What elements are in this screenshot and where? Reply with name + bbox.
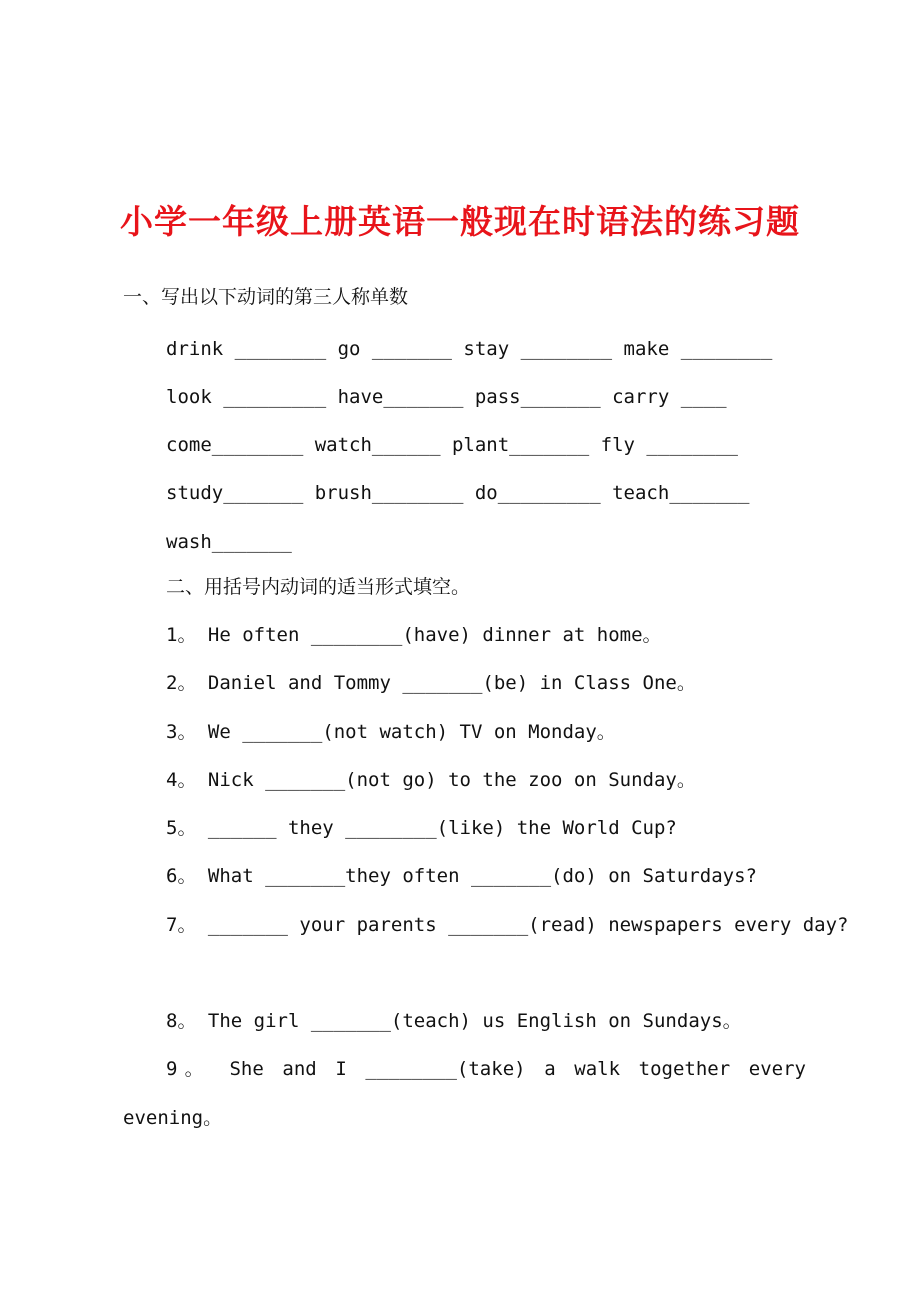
section1-heading: 一、写出以下动词的第三人称单数 <box>123 286 409 308</box>
verb-row: study_______ brush________ do_________ teach_______ <box>166 482 750 504</box>
verb-row: wash_______ <box>166 531 292 553</box>
exercise-item: 8。 The girl _______(teach) us English on Sundays。 <box>166 1010 742 1032</box>
verb-row: come________ watch______ plant_______ fly ________ <box>166 434 738 456</box>
exercise-item-continuation: evening。 <box>123 1107 223 1129</box>
section2-heading: 二、用括号内动词的适当形式填空。 <box>166 576 471 598</box>
exercise-item: 5。 ______ they ________(like) the World Cup? <box>166 817 677 839</box>
exercise-item: 6。 What _______they often _______(do) on Saturdays? <box>166 865 757 887</box>
verb-row: drink ________ go _______ stay ________ make ________ <box>166 338 773 360</box>
exercise-item: 9。 She and I ________(take) a walk together every <box>166 1058 806 1080</box>
exercise-item: 2。 Daniel and Tommy _______(be) in Class One。 <box>166 672 696 694</box>
exercise-item: 1。 He often ________(have) dinner at home。 <box>166 624 662 646</box>
page-title: 小学一年级上册英语一般现在时语法的练习题 <box>120 202 800 241</box>
exercise-item: 4。 Nick _______(not go) to the zoo on Sunday。 <box>166 769 696 791</box>
verb-row: look _________ have_______ pass_______ carry ____ <box>166 386 727 408</box>
exercise-item: 7。 _______ your parents _______(read) newspapers every day? <box>166 914 849 936</box>
exercise-item: 3。 We _______(not watch) TV on Monday。 <box>166 721 616 743</box>
